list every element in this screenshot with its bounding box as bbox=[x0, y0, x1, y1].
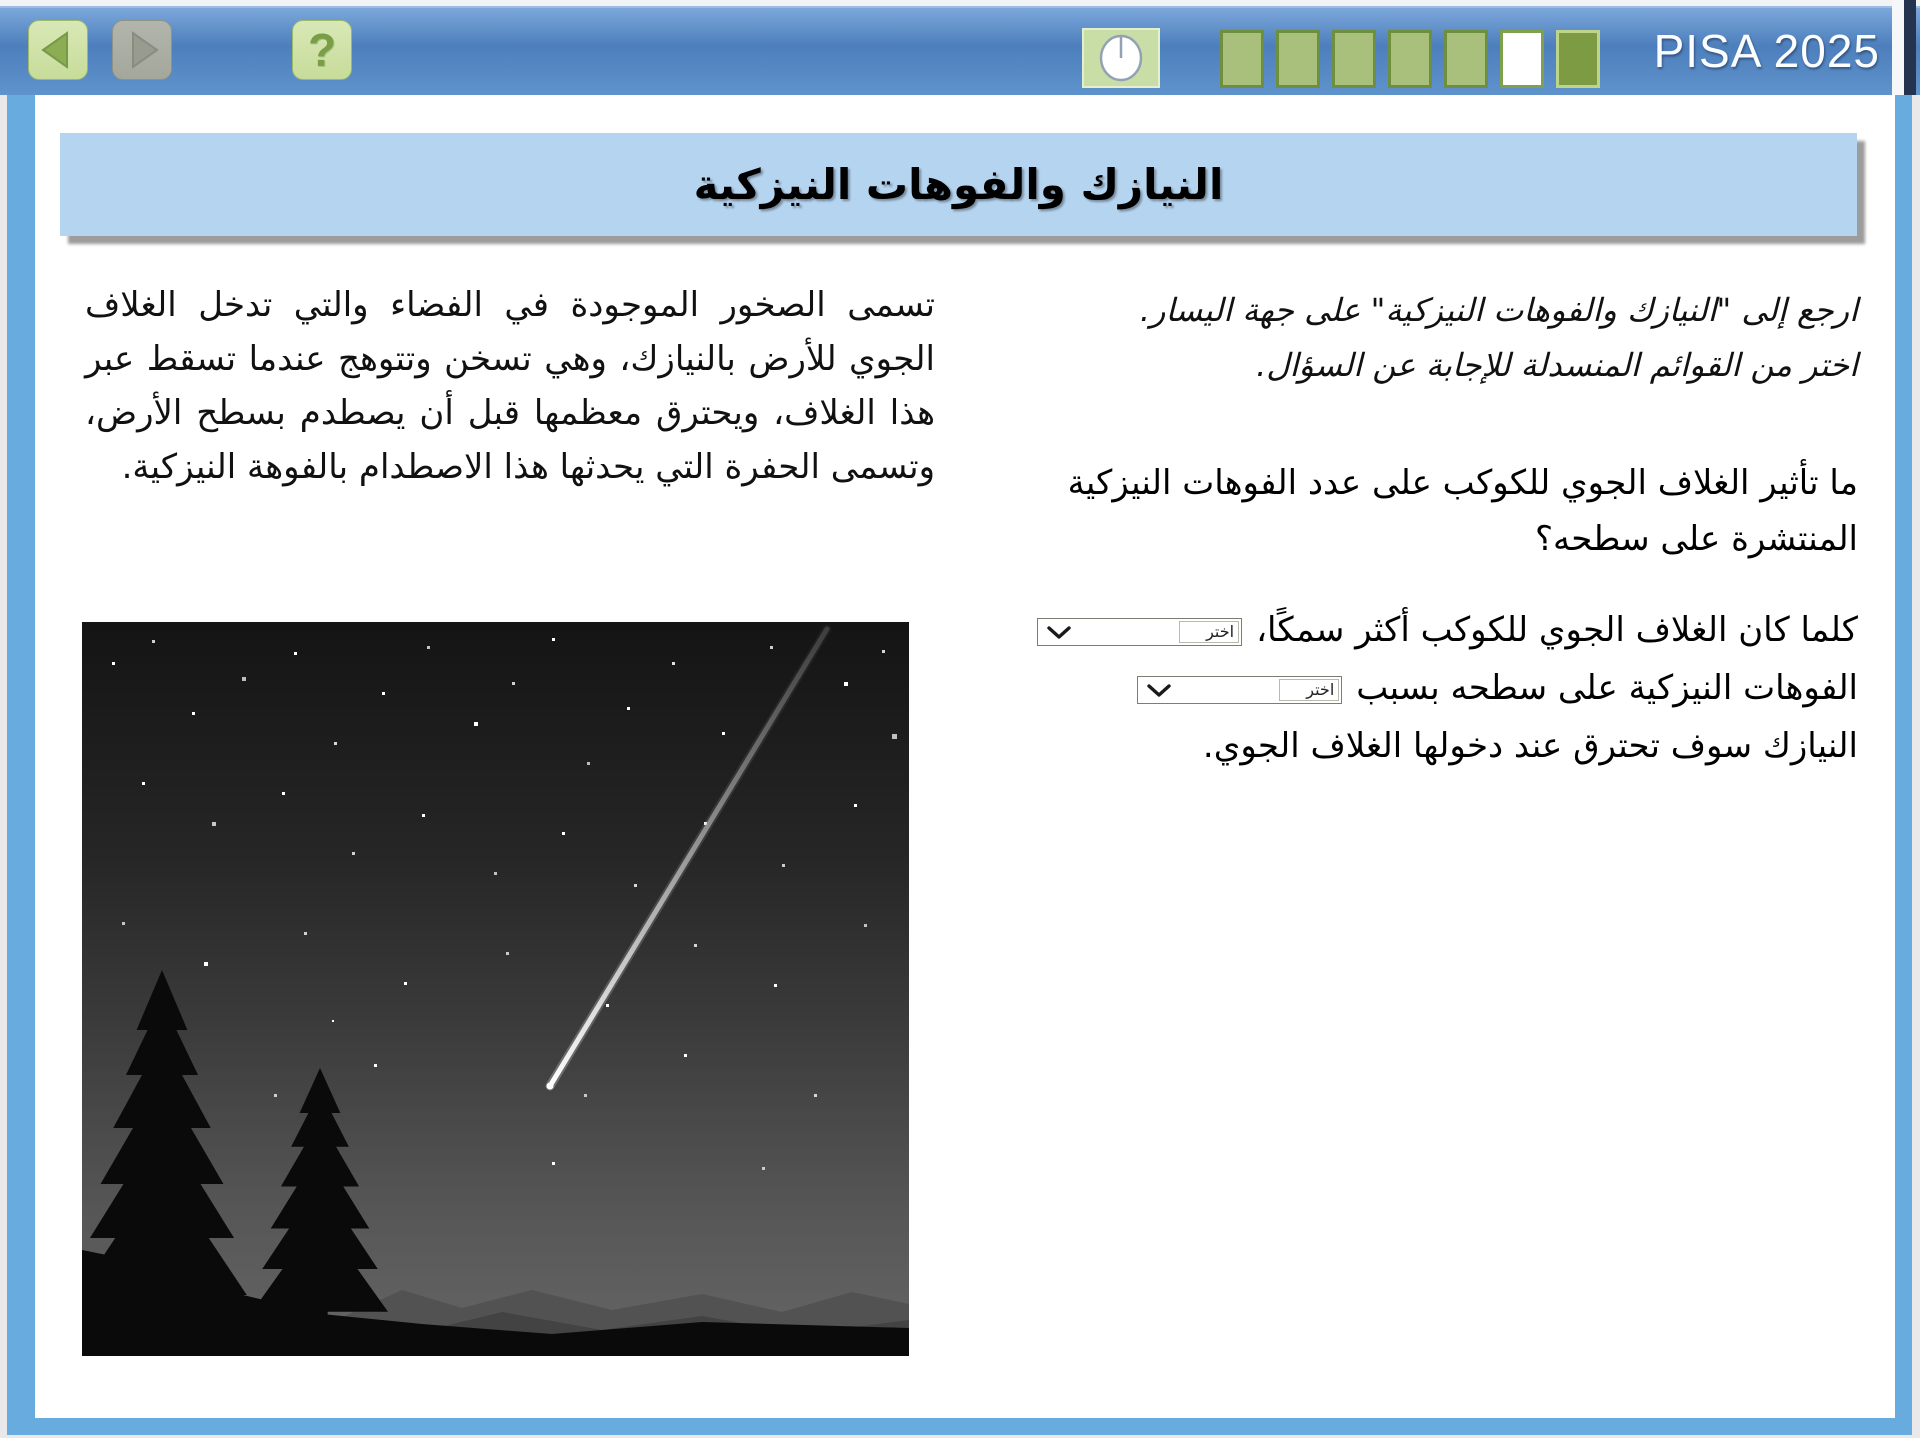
chevron-down-icon bbox=[1147, 684, 1171, 698]
clock-icon bbox=[1095, 32, 1147, 84]
arrow-left-icon bbox=[36, 28, 80, 72]
arrow-right-icon bbox=[120, 28, 164, 72]
atmosphere-thickness-select[interactable] bbox=[1037, 618, 1242, 646]
back-button[interactable] bbox=[28, 20, 88, 80]
crater-count-select[interactable] bbox=[1137, 676, 1342, 704]
answer-line-2-text: الفوهات النيزكية على سطحه بسبب bbox=[1356, 668, 1858, 708]
unit-title: النيازك والفوهات النيزكية bbox=[693, 160, 1224, 209]
progress-square-green bbox=[1388, 30, 1432, 88]
content-area bbox=[35, 95, 1895, 1418]
instruction-line-1: ارجع إلى "النيازك والفوهات النيزكية" على جهة اليسار. bbox=[1139, 291, 1858, 329]
question-prompt: ما تأثير الغلاف الجوي للكوكب على عدد الفوهات النيزكية المنتشرة على سطحه؟ bbox=[1067, 463, 1858, 559]
answer-line-1 bbox=[1023, 600, 1858, 660]
help-button[interactable] bbox=[292, 20, 352, 80]
toolbar-right-divider bbox=[1892, 0, 1904, 95]
progress-square-green bbox=[1220, 30, 1264, 88]
question-mark-icon: ? bbox=[307, 24, 337, 76]
answer-line-1-text: كلما كان الغلاف الجوي للكوكب أكثر سمكًا، bbox=[1256, 610, 1858, 650]
select-value: اختر bbox=[1179, 621, 1239, 643]
answer-line-2 bbox=[1123, 658, 1858, 718]
progress-square-dark bbox=[1556, 30, 1600, 88]
progress-squares bbox=[1220, 30, 1600, 88]
progress-square-white bbox=[1500, 30, 1544, 88]
progress-square-green bbox=[1332, 30, 1376, 88]
progress-square-green bbox=[1444, 30, 1488, 88]
answer-line-3-text: النيازك سوف تحترق عند دخولها الغلاف الجوي. bbox=[1202, 726, 1858, 766]
unit-title-bar bbox=[60, 133, 1857, 236]
toolbar bbox=[0, 0, 1920, 95]
answer-line-3 bbox=[1203, 716, 1858, 776]
toolbar-right-edge bbox=[1904, 0, 1916, 95]
brand-logo: PISA 2025 bbox=[1653, 25, 1880, 77]
select-value: اختر bbox=[1279, 679, 1339, 701]
stimulus-paragraph: تسمى الصخور الموجودة في الفضاء والتي تدخل الغلاف الجوي للأرض بالنيازك، وهي تسخن وتتوهج عندما تسقط عبر هذا الغلاف، ويحترق معظمها قبل أن يصطدم بسطح الأرض، وتسمى الحفرة التي يحدثها هذا الاصطدام بالفوهة النيزكية. bbox=[85, 285, 935, 487]
chevron-down-icon bbox=[1047, 626, 1071, 640]
night-sky-meteor-image bbox=[82, 622, 909, 1356]
progress-square-green bbox=[1276, 30, 1320, 88]
forward-button bbox=[112, 20, 172, 80]
instruction-line-2: اختر من القوائم المنسدلة للإجابة عن السؤال. bbox=[1256, 346, 1858, 384]
timer-button[interactable] bbox=[1082, 28, 1160, 88]
